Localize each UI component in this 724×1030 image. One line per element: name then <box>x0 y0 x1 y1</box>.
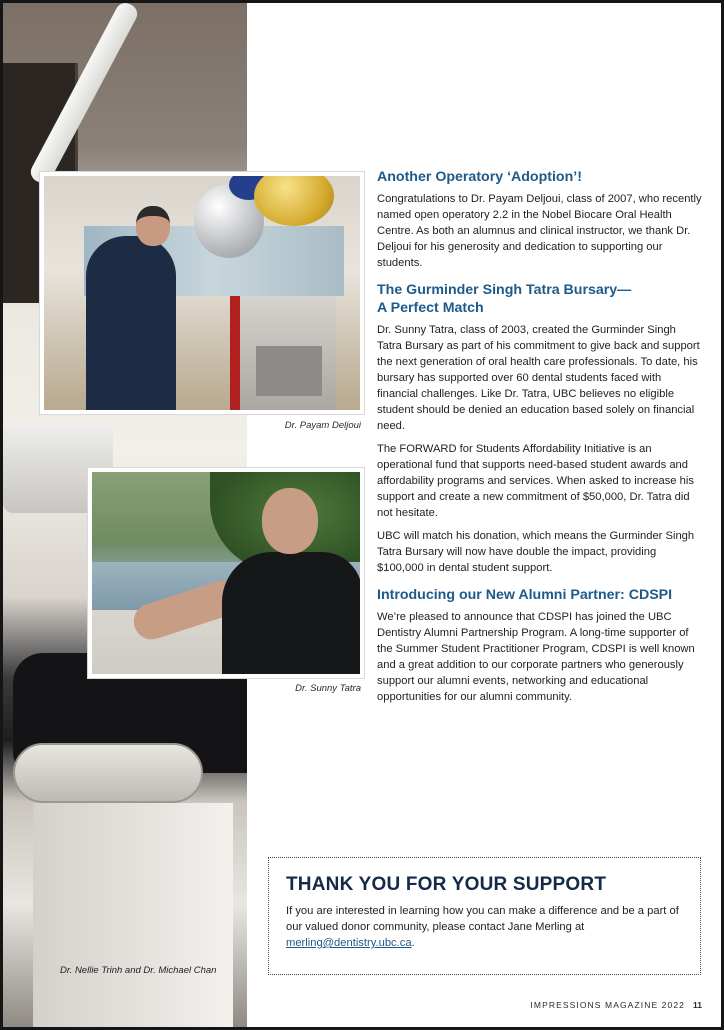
support-message: If you are interested in learning how you can make a difference and be a part of our valued donor community, please contact Jane Merling at <box>286 905 679 933</box>
page-number: 11 <box>693 1000 702 1010</box>
chair-photo-caption: Dr. Nellie Trinh and Dr. Michael Chan <box>60 965 217 976</box>
support-period: . <box>411 937 415 949</box>
headline-line: The Gurminder Singh Tatra Bursary— <box>377 282 632 298</box>
section-cdspi-partner <box>377 586 703 705</box>
paragraph: The FORWARD for Students Affordability Initiative is an operational fund that supports need-based student awards and affordability programs and services. When asked to increase his support and create a new commitment of $50,000, Dr. Tatra did not hesitate. <box>377 443 694 519</box>
headline-cdspi-partner: Introducing our New Alumni Partner: CDSPI <box>377 587 673 603</box>
tatra-head-shape <box>262 488 318 554</box>
headline-line: A Perfect Match <box>377 300 484 316</box>
headline-operatory-adoption: Another Operatory ‘Adoption’! <box>377 169 582 185</box>
photo-chair-base-shape <box>33 803 233 1027</box>
paragraph: Congratulations to Dr. Payam Deljoui, class of 2007, who recently named open operatory 2.2 in the Nobel Biocare Oral Health Centre. As both an alumnus and clinical instructor, we thank Dr. Deljoui for his generosity and dedication to supporting our students. <box>377 193 702 269</box>
email-link[interactable]: merling@dentistry.ubc.ca <box>286 937 412 949</box>
section-operatory-adoption <box>377 168 703 271</box>
support-callout-box <box>268 857 701 975</box>
deljoui-figure-shape <box>86 236 176 410</box>
paragraph: We’re pleased to announce that CDSPI has joined the UBC Dentistry Alumni Partnership Program. A long-time supporter of the Summer Student Practitioner Program, CDSPI is well known and a great addition to our corporate partners who generously support our alumni events, networking and educational opportunities for our alumni community. <box>377 611 695 703</box>
support-title: THANK YOU FOR YOUR SUPPORT <box>286 874 607 895</box>
section-tatra-bursary <box>377 281 703 576</box>
tatra-photo <box>88 468 364 678</box>
gold-balloon-shape <box>254 176 334 226</box>
support-text <box>286 903 684 951</box>
paragraph: UBC will match his donation, which means the Gurminder Singh Tatra Bursary will now have double the impact, providing $100,000 in dental student support. <box>377 530 695 574</box>
deljoui-head-shape <box>136 206 170 246</box>
page-footer <box>530 1000 702 1010</box>
sign-plaque-shape <box>256 346 322 396</box>
article-column <box>377 168 703 715</box>
magazine-name: IMPRESSIONS MAGAZINE 2022 <box>530 1000 685 1010</box>
tatra-caption: Dr. Sunny Tatra <box>295 683 361 694</box>
deljoui-caption: Dr. Payam Deljoui <box>284 420 361 431</box>
tatra-figure-shape <box>222 552 360 674</box>
headline-tatra-bursary <box>377 281 703 317</box>
photo-chair-arm-shape <box>13 743 203 803</box>
deljoui-photo <box>40 172 364 414</box>
paragraph: Dr. Sunny Tatra, class of 2003, created the Gurminder Singh Tatra Bursary as part of his commitment to give back and support the next generation of oral health care professionals. To date, his bursary has supported over 60 dental students faced with financial challenges. Like Dr. Tatra, UBC believes no eligible student should be denied an education based solely on financial need. <box>377 324 700 432</box>
